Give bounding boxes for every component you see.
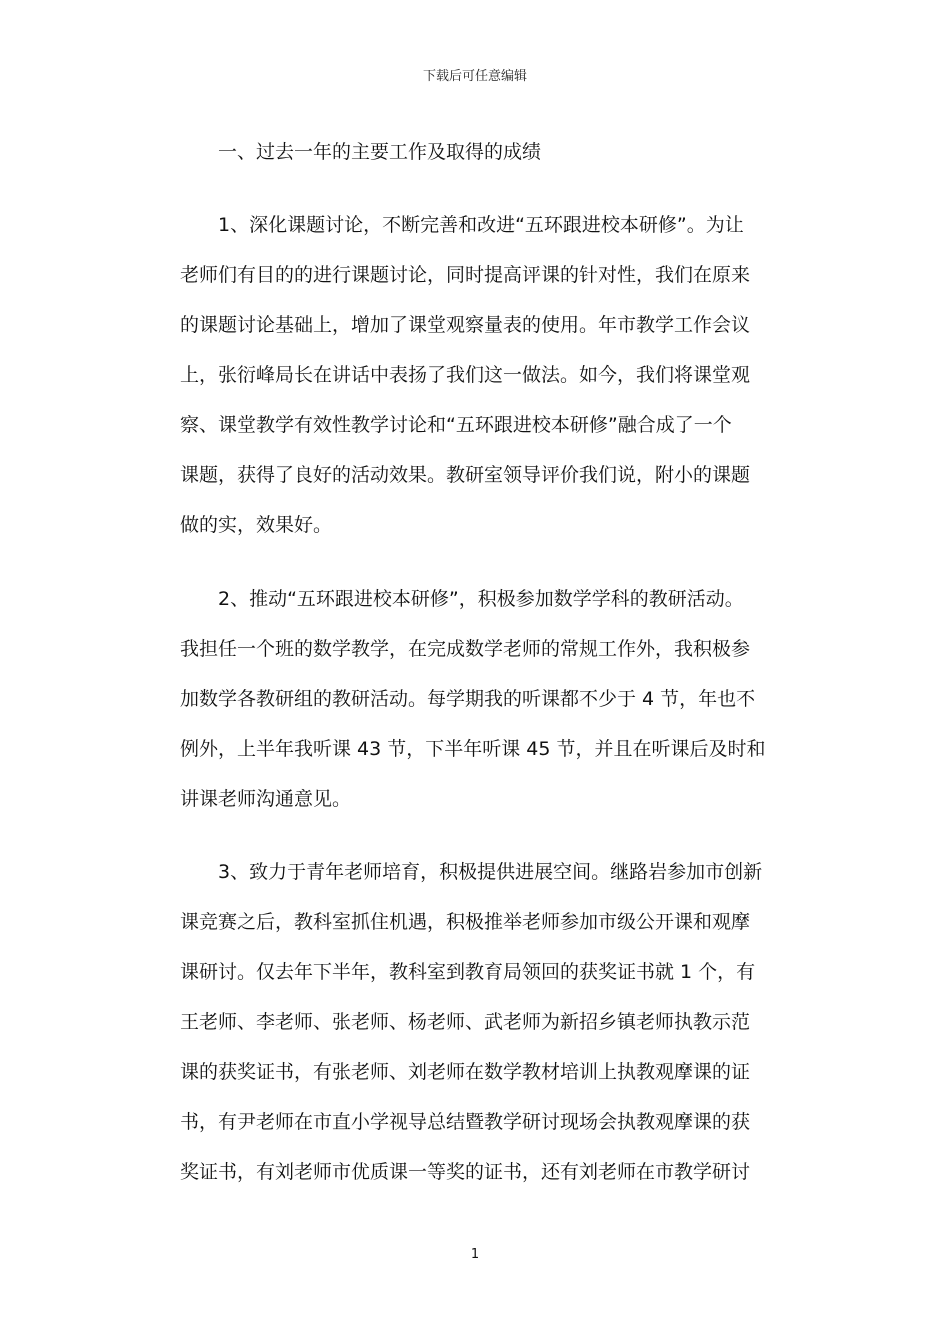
page-header bbox=[0, 68, 950, 86]
paragraph-line: 老师们有目的的进行课题讨论，同时提高评课的针对性，我们在原来 bbox=[180, 264, 751, 286]
paragraph-line: 察、课堂教学有效性教学讨论和“五环跟进校本研修”融合成了一个 bbox=[180, 414, 732, 436]
page-number: 1 bbox=[470, 1247, 480, 1262]
paragraph-line: 1、深化课题讨论，不断完善和改进“五环跟进校本研修”。为让 bbox=[218, 214, 744, 236]
paragraph-line: 课题，获得了良好的活动效果。教研室领导评价我们说，附小的课题 bbox=[180, 464, 751, 486]
paragraph-line: 讲课老师沟通意见。 bbox=[180, 788, 352, 810]
paragraph-1 bbox=[180, 211, 780, 561]
paragraph-line: 加数学各教研组的教研活动。每学期我的听课都不少于 4 节，年也不 bbox=[180, 688, 756, 710]
paragraph-2 bbox=[180, 585, 780, 835]
paragraph-line: 课的获奖证书，有张老师、刘老师在数学教材培训上执教观摩课的证 bbox=[180, 1061, 751, 1083]
paragraph-line: 课研讨。仅去年下半年，教科室到教育局领回的获奖证书就 1 个，有 bbox=[180, 961, 756, 983]
paragraph-line: 课竞赛之后，教科室抓住机遇，积极推举老师参加市级公开课和观摩 bbox=[180, 911, 751, 933]
paragraph-line: 王老师、李老师、张老师、杨老师、武老师为新招乡镇老师执教示范 bbox=[180, 1011, 751, 1033]
paragraph-line: 奖证书，有刘老师市优质课一等奖的证书，还有刘老师在市教学研讨 bbox=[180, 1161, 751, 1183]
paragraph-line: 3、致力于青年老师培育，积极提供进展空间。继路岩参加市创新 bbox=[218, 861, 763, 883]
paragraph-3 bbox=[180, 858, 780, 1208]
paragraph-line: 例外，上半年我听课 43 节，下半年听课 45 节，并且在听课后及时和 bbox=[180, 738, 766, 760]
paragraph-line: 2、推动“五环跟进校本研修”，积极参加数学学科的教研活动。 bbox=[218, 588, 744, 610]
section-heading: 一、过去一年的主要工作及取得的成绩 bbox=[218, 141, 542, 163]
header-text: 下载后可任意编辑 bbox=[422, 69, 527, 84]
paragraph-line: 上，张衍峰局长在讲话中表扬了我们这一做法。如今，我们将课堂观 bbox=[180, 364, 751, 386]
paragraph-line: 的课题讨论基础上，增加了课堂观察量表的使用。年市教学工作会议 bbox=[180, 314, 751, 336]
paragraph-line: 我担任一个班的数学教学，在完成数学老师的常规工作外，我积极参 bbox=[180, 638, 751, 660]
paragraph-line: 书，有尹老师在市直小学视导总结暨教学研讨现场会执教观摩课的获 bbox=[180, 1111, 751, 1133]
paragraph-line: 做的实，效果好。 bbox=[180, 514, 333, 536]
